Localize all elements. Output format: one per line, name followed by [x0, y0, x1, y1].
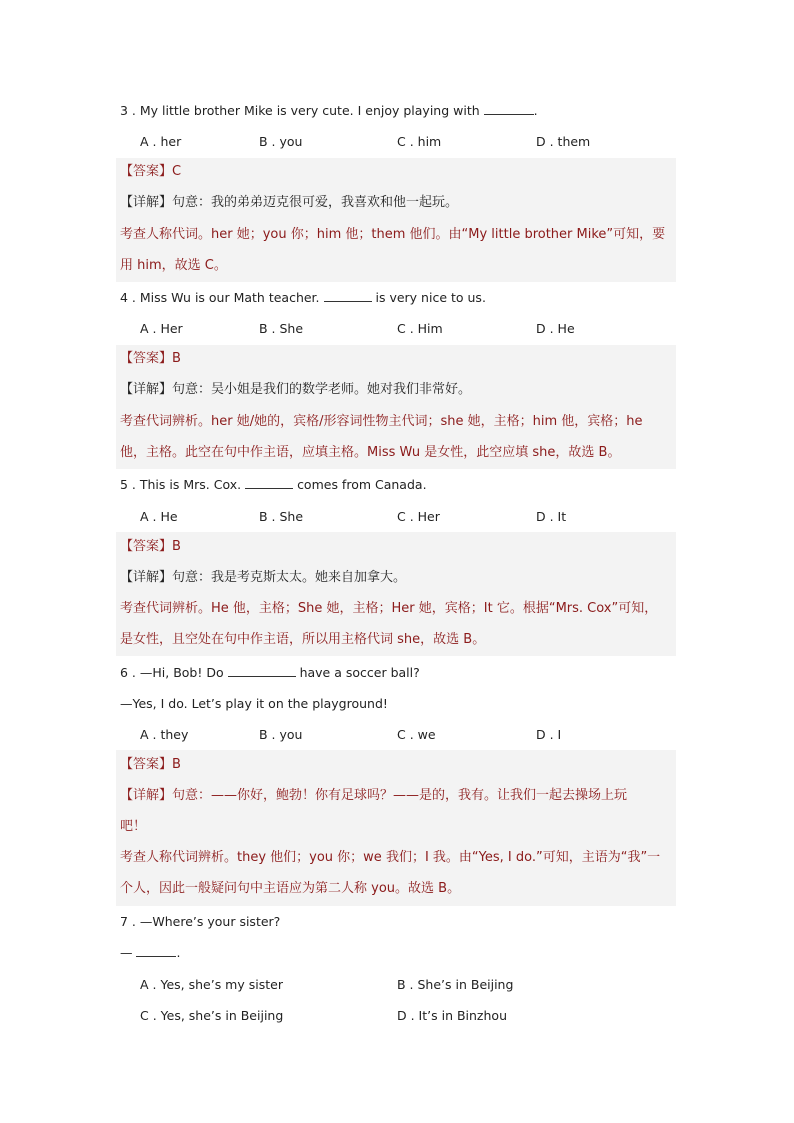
detail-text: 句意：吴小姐是我们的数学老师。她对我们非常好。: [172, 382, 472, 397]
question-7-stem: 7 . —Where’s your sister?: [120, 914, 281, 929]
answer-blank: [136, 944, 176, 957]
answer-label: 【答案】B: [120, 757, 181, 772]
question-3-text-end: .: [533, 103, 538, 118]
answer-label: 【答案】B: [120, 351, 181, 366]
option-a: A . they: [140, 727, 189, 742]
question-4-text-end: is very nice to us.: [375, 290, 486, 305]
question-6-text-end: have a soccer ball?: [299, 665, 420, 680]
detail-label: 【详解】: [120, 195, 173, 210]
detail-line: 考查代词辨析。He 他，主格；She 她，主格；Her 她，宾格；It 它。根据“Mrs. Cox”可知，: [120, 601, 658, 616]
question-6-stem-line2: —Yes, I do. Let’s play it on the playground!: [120, 696, 388, 711]
option-c: C . Yes, she’s in Beijing: [140, 1008, 284, 1023]
question-6-text: 6 . —Hi, Bob! Do: [120, 665, 224, 680]
detail-line: 他，主格。此空在句中作主语，应填主格。Miss Wu 是女性，此空应填 she，故选 B。: [120, 445, 621, 460]
question-3-answer-box: [116, 158, 676, 282]
detail-text: 句意：我是考克斯太太。她来自加拿大。: [172, 570, 407, 585]
detail-line: 吧！: [120, 819, 147, 834]
question-7-stem-line2: [120, 944, 180, 962]
question-3-text: 3 . My little brother Mike is very cute. I enjoy playing with: [120, 103, 480, 118]
detail-line: 考查人称代词辨析。they 他们；you 你；we 我们；I 我。由“Yes, I do.”可知，主语为“我”一: [120, 850, 661, 865]
detail-label: 【详解】: [120, 788, 173, 803]
question-5-text-end: comes from Canada.: [297, 477, 427, 492]
answer-label: 【答案】B: [120, 539, 181, 554]
question-6-stem: [120, 664, 420, 682]
option-c: C . Him: [397, 321, 443, 336]
option-d: D . He: [536, 321, 575, 336]
option-c: C . we: [397, 727, 436, 742]
period: .: [176, 945, 181, 960]
option-d: D . them: [536, 134, 591, 149]
detail-line: [120, 381, 471, 399]
detail-line: [120, 569, 406, 587]
option-a: A . her: [140, 134, 182, 149]
detail-line: 考查人称代词。her 她；you 你；him 他；them 他们。由“My little brother Mike”可知，要: [120, 227, 666, 242]
option-b: B . you: [259, 727, 303, 742]
option-c: C . Her: [397, 509, 440, 524]
question-4-text: 4 . Miss Wu is our Math teacher.: [120, 290, 320, 305]
option-a: A . Her: [140, 321, 183, 336]
answer-blank: [228, 664, 296, 677]
detail-line: 考查代词辨析。her 她/她的，宾格/形容词性物主代词；she 她，主格；him 他，宾格；he: [120, 414, 643, 429]
detail-line: 用 him，故选 C。: [120, 258, 227, 273]
detail-line: 个人，因此一般疑问句中主语应为第二人称 you。故选 B。: [120, 881, 461, 896]
option-b: B . She: [259, 321, 304, 336]
option-a: A . He: [140, 509, 178, 524]
option-c: C . him: [397, 134, 442, 149]
question-5-stem: [120, 476, 427, 494]
option-b: B . She’s in Beijing: [397, 977, 514, 992]
question-5-text: 5 . This is Mrs. Cox.: [120, 477, 242, 492]
question-4-answer-box: [116, 345, 676, 469]
detail-line: [120, 194, 458, 212]
option-d: D . It: [536, 509, 567, 524]
option-b: B . She: [259, 509, 304, 524]
answer-blank: [245, 476, 293, 489]
detail-text: 句意：——你好，鲍勃！你有足球吗？——是的，我有。让我们一起去操场上玩: [172, 788, 628, 803]
question-4-stem: [120, 289, 486, 307]
answer-blank: [484, 102, 534, 115]
question-3-stem: [120, 102, 538, 120]
detail-label: 【详解】: [120, 570, 173, 585]
option-d: D . It’s in Binzhou: [397, 1008, 507, 1023]
answer-blank: [324, 289, 372, 302]
option-b: B . you: [259, 134, 303, 149]
question-6-answer-box: [116, 750, 676, 906]
dash: —: [120, 945, 133, 960]
detail-label: 【详解】: [120, 382, 173, 397]
detail-text: 句意：我的弟弟迈克很可爱，我喜欢和他一起玩。: [172, 195, 459, 210]
option-d: D . I: [536, 727, 562, 742]
option-a: A . Yes, she’s my sister: [140, 977, 283, 992]
detail-line: 是女性，且空处在句中作主语，所以用主格代词 she，故选 B。: [120, 632, 486, 647]
answer-label: 【答案】C: [120, 164, 182, 179]
detail-line: [120, 787, 627, 805]
question-5-answer-box: [116, 532, 676, 656]
